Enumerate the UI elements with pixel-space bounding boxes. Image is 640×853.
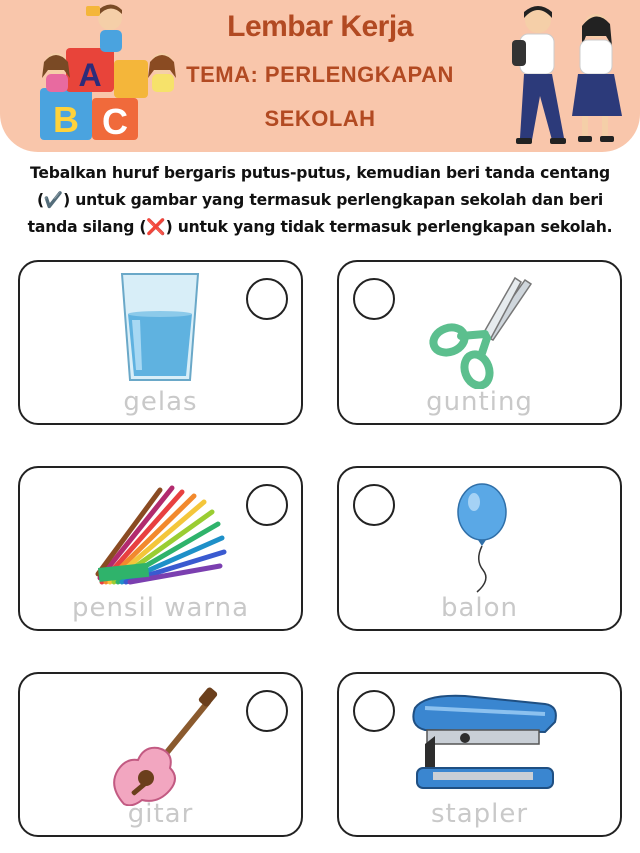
worksheet-title: Lembar Kerja xyxy=(227,10,413,43)
students-walking-illustration xyxy=(498,0,638,150)
instructions-line-2: (✔️) untuk gambar yang termasuk perlengkapan sekolah dan beri xyxy=(36,191,604,209)
guitar-icon xyxy=(104,686,224,806)
answer-circle[interactable] xyxy=(246,690,288,732)
instructions-line-3: tanda silang (❌) untuk yang tidak termasuk perlengkapan sekolah. xyxy=(27,218,613,236)
card-gunting xyxy=(337,260,622,425)
block-letter-a: A xyxy=(78,57,102,93)
card-gitar xyxy=(18,672,303,837)
trace-word: gitar xyxy=(127,799,194,829)
card-pensil-warna xyxy=(18,466,303,631)
trace-word: balon xyxy=(440,593,519,623)
colored-pencils-icon xyxy=(92,482,232,592)
theme-line-2: SEKOLAH xyxy=(264,106,376,131)
answer-circle[interactable] xyxy=(246,484,288,526)
theme-line-1: TEMA: PERLENGKAPAN xyxy=(186,62,454,87)
card-balon xyxy=(337,466,622,631)
block-letter-b: B xyxy=(53,99,79,140)
block-letter-c: C xyxy=(102,101,128,142)
answer-circle[interactable] xyxy=(353,278,395,320)
trace-word: gunting xyxy=(426,387,533,417)
trace-word: pensil warna xyxy=(71,593,250,623)
answer-circle[interactable] xyxy=(353,484,395,526)
glass-icon xyxy=(118,270,202,385)
card-stapler xyxy=(337,672,622,837)
stapler-icon xyxy=(405,688,561,796)
instructions-text xyxy=(0,160,640,241)
trace-word: gelas xyxy=(123,387,198,417)
scissors-icon xyxy=(427,274,537,389)
answer-circle[interactable] xyxy=(353,690,395,732)
answer-circle[interactable] xyxy=(246,278,288,320)
balloon-icon xyxy=(447,482,517,597)
card-gelas xyxy=(18,260,303,425)
kids-abc-blocks-illustration xyxy=(30,0,190,150)
trace-word: stapler xyxy=(430,799,529,829)
instructions-line-1: Tebalkan huruf bergaris putus-putus, kemudian beri tanda centang xyxy=(30,164,610,182)
